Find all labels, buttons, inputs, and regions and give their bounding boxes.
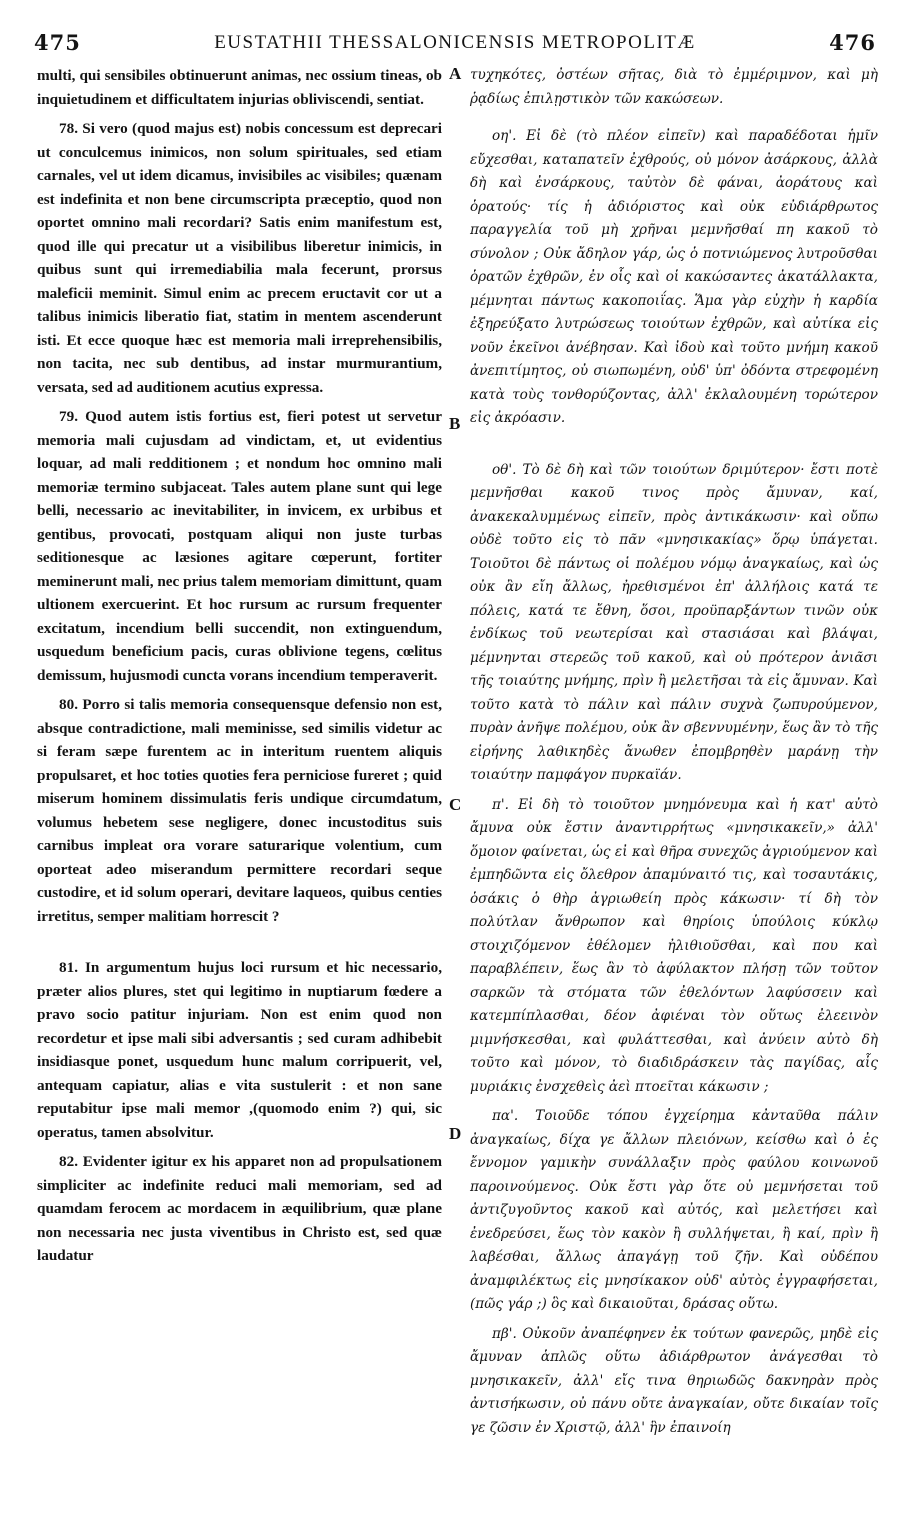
greek-paragraph-82: πβ'. Οὐκοῦν ἀναπέφηνεν ἐκ τούτων φανερῶς, μηδὲ εἰς ἄμυναν ἁπλῶς οὕτω ἀδιάρθρωτον ἀνάγεσθαι τὸ μνησικακεῖν, ἀλλ' εἴς τινα θηριωδῶς δακνηρὰν πρὸς ἀντισήκωσιν, οὐ πάνυ οὔτε ἀναγκαίαν, οὔτε δικαίαν τοῖς γε ζῶσιν ἐν Χριστῷ, ἀλλ' ἣν ἐπαινοίη — [470, 1325, 878, 1436]
latin-paragraph-81: 81. In argumentum hujus loci rursum et hic necessario, præter alios plures, stet qui legitimo in nuptiarum fœdere a pravo socio patitur injuriam. Non est enim quod non recordetur et ipse mali sibi adversantis ; sed curam adhibebit insidiasque ponet, usquedum hunc malum corripuerit, vel, antequam capiatur, alias e vita sustulerit : et non sane reputabitur ipse mali memor ,(quomodo enim ?) qui, sic operatus, tamen absolvitur. — [37, 959, 442, 1141]
section-marker-b: B — [449, 414, 461, 433]
page-number-left: 475 — [34, 30, 81, 55]
greek-paragraph-78: οη'. Εἰ δὲ (τὸ πλέον εἰπεῖν) καὶ παραδέδοται ἡμῖν εὔχεσθαι, καταπατεῖν ἐχθρούς, οὐ μόνον ἀσάρκους, ἀλλὰ δὴ καὶ ἐνσάρκους, ταὐτὸν δὲ φάναι, ἀοράτους καὶ ὁρατούς· τίς ἡ ἀδιόριστος καὶ οὐκ εὐδιάρθρωτος παραγγελία τοῦ μὴ χρῆναι μεμνῆσθαί πη κακοῦ τὸ σύνολον ; Οὐκ ἄδηλον γάρ, ὡς ὁ ποτνιώμενος λυτροῦσθαι ὁρατῶν ἐχθρῶν, ἐν οἷς καὶ οἱ κακώσαντες ἀκατάλλακτα, μέμνηται πάντως κακοποιΐας. Ἅμα γὰρ εὐχὴν ἡ καρδία ἐξηρεύξατο λυτρώσεως τοιούτων ἐχθρῶν, καὶ αὐτίκα εἰς νοῦν ἐκεῖνοι ἀνέβησαν. Καὶ ἰδοὺ καὶ τοῦτο μνήμη κακοῦ ἀνεπιτίμητος, οὐ σιωπωμένη, οὐδ' ὑπ' ὀδόντα στρεφομένη κατὰ τοὺς τονθορύζοντας, ἀλλ' ἐκλαλουμένη τορώτερον εἰς ἀκρόασιν. — [470, 128, 878, 426]
running-header — [30, 30, 880, 64]
section-marker-a: A — [449, 64, 462, 83]
section-marker-d: D — [449, 1124, 462, 1143]
latin-paragraph-82: 82. Evidenter igitur ex his apparet non ad propulsationem simpliciter ac indefinite reduci mali memoriam, sed ad quamdam ferocem ac mordacem in æquilibrium, quæ plane non necessaria nec justa viventibus in Christo est, sed quæ laudatur — [37, 1153, 442, 1264]
section-marker-c: C — [449, 795, 462, 814]
latin-intro-paragraph: multi, qui sensibiles obtinuerunt animas, nec ossium tineas, ob inquietudinem et difficultatem injurias obliviscendi, sentiat. — [37, 67, 442, 108]
latin-paragraph-80: 80. Porro si talis memoria consequensque defensio non est, absque contradictione, mali meminisse, sed similis videtur ac si feram sæpe furentem ac in interitum ruentem aliquis propulsaret, et hoc toties quoties fera perniciose fureret ; quid miserum hominem dissimulatis feris undique circumdatum, volumus hebetem sese negligere, donec incustoditus suis carnibus impleat ora vorare saturarique volentium, cum oporteat adeo miserandum permittere recordari seque custodire, et id solum operari, devitare laqueos, quibus centies irretitus, semper malitiam horrescit ? — [37, 696, 442, 925]
running-title: EUSTATHII THESSALONICENSIS METROPOLITÆ — [214, 32, 696, 53]
greek-paragraph-81: πα'. Τοιοῦδε τόπου ἐγχείρημα κἀνταῦθα πάλιν ἀναγκαίως, δίχα γε ἄλλων πλειόνων, κείσθω καὶ ὁ ἐς ἔννομον γαμικὴν συνάλλαξιν πρὸς φαύλου κοινωνοῦ παροινούμενος. Οὐκ ἔστι γὰρ ὅτε οὐ μεμνήσεται τοῦ ἀντιζυγοῦντος κακοῦ καὶ αὐτός, καὶ μελετήσει καὶ ἐνεδρεύσει, ἕως τὸν κακὸν ἢ συλλήψεται, ἢ καί, πρὶν ἢ λαβέσθαι, ἄλλως ἀπαγάγῃ τοῦ ζῆν. Καὶ οὐδέπου ἀναμφιλέκτως εἰς μνησίκακον οὐδ' αὐτὸς ἐγγραφήσεται, (πῶς γάρ ;) ὃς καὶ δικαιοῦται, δράσας οὕτω. — [470, 1108, 878, 1312]
greek-column — [470, 64, 878, 1440]
greek-intro-paragraph: τυχηκότες, ὀστέων σῆτας, διὰ τὸ ἐμμέριμνον, καὶ μὴ ῥᾳδίως ἐπιλῃστικὸν τῶν κακώσεων. — [470, 67, 878, 107]
greek-paragraph-79: οθ'. Τὸ δὲ δὴ καὶ τῶν τοιούτων δριμύτερον· ἔστι ποτὲ μεμνῆσθαι κακοῦ τινος πρὸς ἄμυναν, καί, ἀνακεκαλυμμένως εἰπεῖν, πρὸς ἀντικάκωσιν· καὶ οὔπω οὐδὲ τοῦτο εἰς τὸ πᾶν «μνησικακίας» ὅρῳ ὑπάγεται. Τοιοῦτοι δὲ πάντως οἱ πολέμου νόμῳ ἀναγκαίως, καὶ ὡς οὐκ ἂν εἴη ἄλλως, ἠρεθισμένοι ἐπ' ἀλλήλοις κατά τε πόλεις, κατά τε ἔθνη, ὅσοι, προϋπαρξάντων τινῶν οὐκ ἐνδίκως τοῦ νεωτερίσαι καὶ στασιάσαι καὶ βλάψαι, μέμνηνται στερεῶς τοῦ κακοῦ, καὶ οὐ πρότερον ἀνιᾶσι τῆς τοιαύτης μνήμης, πρὶν ἢ μελετῆσαι τὰ εἰς ἄμυναν. Καὶ τοῦτο κατὰ τὸ πάλιν καὶ πάλιν συχνὰ ζωπυρούμενον, πυρὰν ἀνῆψε πολέμου, οὐκ ἂν σβεννυμένην, ἕως ἂν τὸ τῆς εἰρήνης λαθικηδὲς ἄνωθεν ἐπομβρηθὲν μαράνῃ τὴν τοιαύτην παμφάγον πυρκαϊάν. — [470, 461, 878, 783]
page-number-right: 476 — [829, 30, 876, 55]
latin-paragraph-79: 79. Quod autem istis fortius est, fieri potest ut servetur memoria mali cujusdam ad vindictam, et, ut evidentius loquar, ad mali redditionem ; et nondum hoc omnino mali memoriæ termino subjaceat. Tales autem plane sunt qui lege belli, necessario ac inevitabiliter, in invicem, ex urbibus et gentibus, provocati, postquam aliqui non juste turbas seditionesque ac læsiones agitare cœperunt, fortiter meminerunt mali, nec prius talem memoriam dimittunt, quam ultionem exercuerint. Et hoc rursum ac rursum frequenter excitatum, incendium belli succendit, non extinguendum, usquedum beneficium pacis, curas oblivione tegens, cœlitus demissum, hujusmodi cuncta vorans incendium temperaverit. — [37, 408, 442, 684]
latin-paragraph-78: 78. Si vero (quod majus est) nobis concessum est deprecari ut conculcemus inimicos, non solum spirituales, sed etiam carnales, vel ut idem dicamus, invisibiles ac visibiles; quænam est indefinita et non bene circumscripta præceptio, quod non oportet omnino mali recordari? Satis enim manifestum est, quod ille qui precatur ut a visibilibus liberetur inimicis, in quibus sunt qui irremediabilia mala fecerunt, prorsus maleficii meminit. Simul enim ac precem eructavit cor ut a talibus inimicis liberatio fiat, statim in mentem ascenderunt isti. Et ecce quoque hæc est memoria mali irreprehensibilis, non tacita, nec sub dentibus, ad instar murmurantium, versata, sed ad auditionem acutius expressa. — [37, 120, 442, 396]
latin-column — [37, 64, 442, 1268]
greek-paragraph-80: π'. Εἰ δὴ τὸ τοιοῦτον μνημόνευμα καὶ ἡ κατ' αὐτὸ ἄμυνα οὐκ ἔστιν ἀναντιρρήτως «μνησικακεῖν,» ἀλλ' ὅμοιον φαίνεται, ὡς εἰ καὶ θῆρα συνεχῶς ἀγριούμενον καὶ ἐμπηδῶντα εἰς ὄλεθρον ἀπαμύναιτό τις, καὶ τοσαυτάκις, ὁσάκις ὁ θὴρ ἀγριωθείη πρὸς κάκωσιν· τί δὴ τὸν πολύτλαν ἄνθρωπον καὶ θηρίοις ὑπούλοις κύκλῳ στοιχιζόμενον ἐθέλομεν ἠλιθιοῦσθαι, καὶ που καὶ παραβλέπειν, ἕως ἂν τὸ ἀφύλακτον πλήσῃ τῶν τοῦτον σαρκῶν τὰ στόματα τῶν ἐθελόντων λαφύσσειν καὶ κατεμπίπλασθαι, δέον ἀφιέναι τὸν οὕτως ἐλεεινὸν μιμνήσκεσθαι, καὶ φυλάττεσθαι, καὶ ἀνύειν αὐτὸ δὴ τοῦτο καὶ μόνον, τὸ διαδιδράσκειν τὰς παγίδας, αἷς μυριάκις ἐνσχεθεὶς ἀεὶ πτοεῖται κάκωσιν ; — [470, 796, 878, 1095]
